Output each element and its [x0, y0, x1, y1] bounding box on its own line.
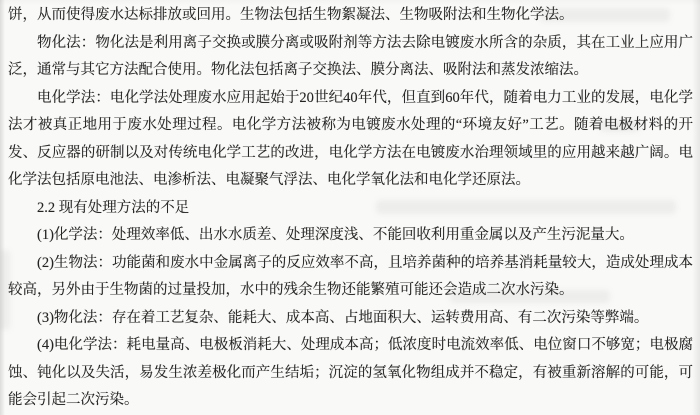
item-1-chemical-method-drawbacks: (1)化学法：处理效率低、出水水质差、处理深度浅、不能回收利用重金属以及产生污泥量大。 — [37, 227, 634, 243]
item-2-biological-method-drawbacks: (2)生物法：功能菌和废水中金属离子的反应效率不高，且培养菌种的培养基消耗量较大，造成处理成本较高，另外由于生物菌的过量投加，水中的残余生物还能繁殖可能还会造成二次水污染。 — [8, 254, 693, 298]
item-4-electrochemical-method-drawbacks: (4)电化学法：耗电量高、电极板消耗大、处理成本高；低浓度时电流效率低、电位窗口不够宽；电极腐蚀、钝化以及失活，易发生浓差极化而产生结垢；沉淀的氢氧化物组成并不稳定，有被重新溶解的可能，可能会引起二次污染。 — [8, 337, 693, 408]
paragraph-biological-method-continuation: 饼，从而使得废水达标排放或回用。生物法包括生物絮凝法、生物吸附法和生物化学法。 — [8, 7, 574, 23]
item-3-physicochemical-method-drawbacks: (3)物化法：存在着工艺复杂、能耗大、成本高、占地面积大、运转费用高、有二次污染等弊端。 — [37, 309, 649, 326]
section-heading-2-2: 2.2 现有处理方法的不足 — [37, 199, 190, 216]
paragraph-electrochemical-method: 电化学法：电化学法处理废水应用起始于20世纪40年代，但直到60年代，随着电力工业的发展，电化学法才被真正地用于废水处理过程。电化学方法被称为电镀废水处理的“环境友好”工艺。随着电极材料的开发、反应器的研制以及对传统电化学工艺的改进，电化学方法在电镀废水治理领域里的应用越来越广阔。电化学法包括原电池法、电渗析法、电凝聚气浮法、电化学氧化法和电化学还原法。 — [8, 89, 693, 188]
paragraph-physicochemical-method: 物化法：物化法是利用离子交换或膜分离或吸附剂等方法去除电镀废水所含的杂质，其在工业上应用广泛，通常与其它方法配合使用。物化法包括离子交换法、膜分离法、吸附法和蒸发浓缩法。 — [8, 34, 693, 78]
